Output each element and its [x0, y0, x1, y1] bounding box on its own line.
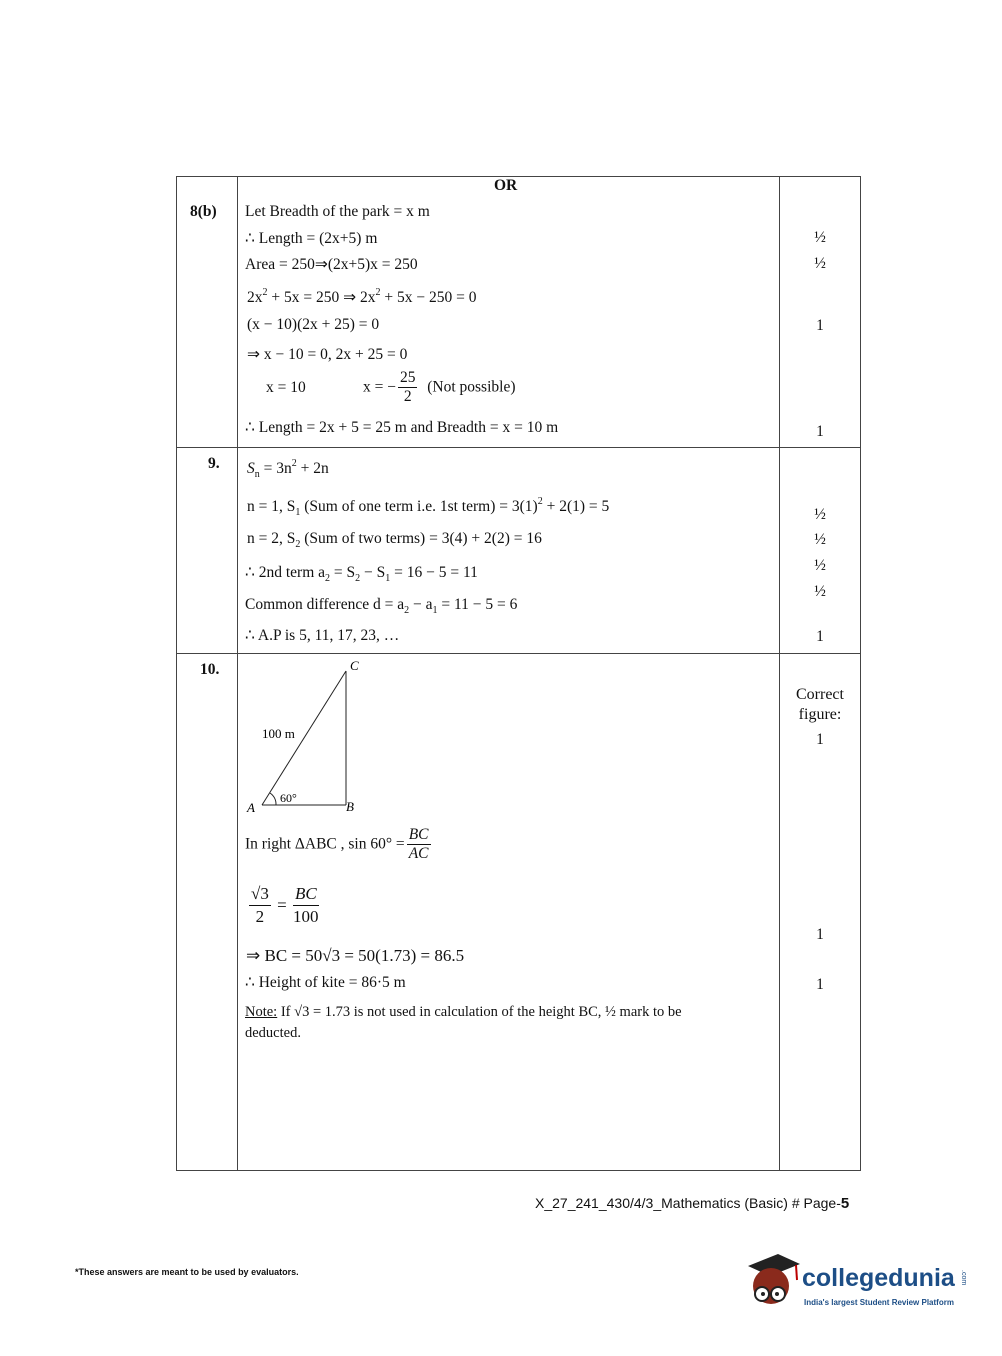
step-line: ∴ Height of kite = 86·5 m [245, 974, 406, 991]
mark: figure: [798, 706, 842, 723]
triangle-figure [240, 655, 380, 825]
mark: 1 [816, 926, 824, 943]
hypotenuse-label: 100 m [262, 726, 295, 741]
mark: Correct [796, 686, 844, 703]
equation-line: In right ΔABC , sin 60° = $\frac{BC}{AC}$ [245, 826, 429, 862]
angle-label: 60° [280, 791, 297, 805]
equation-line: x = − $\frac{25}{2}$ (Not possible) [363, 369, 516, 405]
note-line: Note: If √3 = 1.73 is not used in calculation of the height BC, ½ mark to be [245, 1004, 682, 1020]
collegedunia-logo [742, 1250, 972, 1316]
mark: ½ [814, 229, 826, 246]
equation-line: n = 1, $S_1$ (Sum of one term i.e. 1st term) = $3(1)^2 + 2(1) = 5$ [247, 496, 610, 518]
disclaimer: *These answers are meant to be used by evaluators. [75, 1267, 299, 1277]
mark: ½ [814, 506, 826, 523]
brand-tagline: India's largest Student Review Platform [804, 1298, 954, 1307]
question-number: 10. [200, 661, 220, 678]
note-line: deducted. [245, 1025, 301, 1041]
or-heading: OR [494, 177, 518, 194]
equation-line: ⇒ BC = 50√3 = 50(1.73) = 86.5 [246, 946, 465, 965]
mascot-icon [742, 1250, 800, 1312]
step-line: ∴ Length = (2x+5) m [245, 230, 378, 247]
equation-line: $\frac{√3}{2}$ = $\frac{BC}{100}$ [251, 884, 319, 926]
mark: 1 [816, 317, 824, 334]
equation-line: $S_n = 3n^2 + 2n$ [247, 458, 329, 480]
equation-line: Common difference $d = a_2 - a_1 = 11 - 5 = 6$ [245, 596, 518, 616]
step-line: Area = 250⇒(2x+5)x = 250 [245, 256, 418, 273]
brand-suffix: .com [960, 1270, 967, 1286]
equation-line: n = 2, $S_2$ (Sum of two terms) = 3(4) + 2(2) = 16 [247, 530, 542, 550]
step-line: ∴ Length = 2x + 5 = 25 m and Breadth = x = 10 m [245, 419, 559, 436]
equation-line: $2x^2 + 5x = 250$ ⇒ $2x^2 + 5x - 250 = 0$ [247, 287, 477, 306]
vertex-a-label: A [247, 800, 255, 815]
mark: ½ [814, 557, 826, 574]
mark: ½ [814, 531, 826, 548]
vertex-c-label: C [350, 658, 359, 673]
vertex-b-label: B [346, 799, 354, 814]
question-number: 9. [208, 455, 220, 472]
mark: 1 [816, 423, 824, 440]
mark: ½ [814, 255, 826, 272]
mark: 1 [816, 731, 824, 748]
equation-line: ∴ 2nd term $a_2 = S_2 - S_1 = 16 - 5 = 11$ [245, 564, 478, 584]
equation-line: ⇒ x − 10 = 0, 2x + 25 = 0 [247, 346, 408, 363]
mark: 1 [816, 976, 824, 993]
equation-line: x = 10 [266, 379, 306, 396]
mark: ½ [814, 583, 826, 600]
equation-line: (x − 10)(2x + 25) = 0 [247, 316, 380, 333]
step-line: ∴ A.P is 5, 11, 17, 23, … [245, 627, 400, 644]
angle-arc [270, 793, 276, 805]
page-reference: X_27_241_430/4/3_Mathematics (Basic) # Page-5 [535, 1195, 850, 1212]
step-line: Let Breadth of the park = x m [245, 203, 430, 220]
mark: 1 [816, 628, 824, 645]
question-number: 8(b) [190, 203, 217, 220]
brand-name: collegedunia [802, 1264, 955, 1292]
